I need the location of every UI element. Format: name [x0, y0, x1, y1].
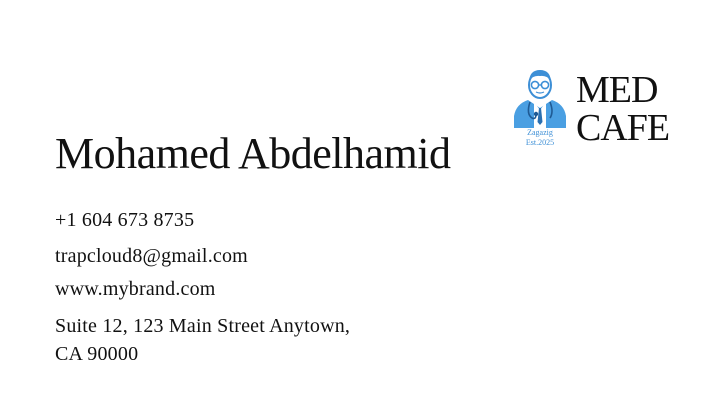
logo-established-text: Est.2025	[525, 138, 555, 147]
phone-number: +1 604 673 8735	[55, 209, 195, 231]
brand-name-line2: CAFE	[576, 107, 670, 149]
website-url: www.mybrand.com	[55, 278, 216, 300]
postal-address: Suite 12, 123 Main Street Anytown, CA 90000	[55, 315, 351, 365]
email-address: trapcloud8@gmail.com	[55, 245, 248, 267]
logo-city-text: Zagazig	[527, 128, 553, 137]
brand-logo	[508, 66, 683, 156]
brand-name-line1: MED	[576, 69, 658, 111]
person-name: Mohamed Abdelhamid	[55, 129, 451, 178]
doctor-icon	[508, 66, 572, 150]
